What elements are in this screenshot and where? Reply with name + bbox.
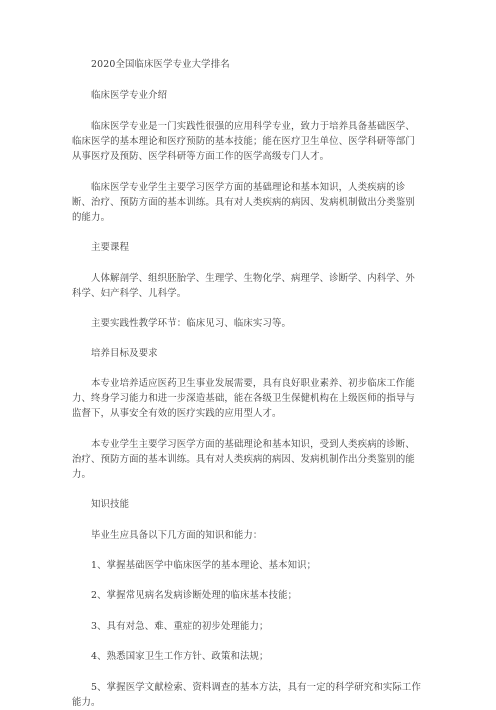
paragraph-skills-intro: 毕业生应具备以下几方面的知识和能力： xyxy=(91,530,263,541)
list-item-skill-4: 4、熟悉国家卫生工作方针、政策和法规； xyxy=(91,651,269,662)
list-item-skill-3: 3、具有对急、难、重症的初步处理能力； xyxy=(91,621,269,632)
paragraph-practice: 主要实践性教学环节：临床见习、临床实习等。 xyxy=(91,318,292,329)
paragraph-intro-1: 临床医学专业是一门实践性很强的应用科学专业，致力于培养具备基础医学、临床医学的基本理论和医疗预防的基本技能；能在医疗卫生单位、医学科研等部门从事医疗及预防、医学科研等方面工作的医学高级专门人才。 xyxy=(72,121,415,162)
paragraph-goals-1: 本专业培养适应医药卫生事业发展需要，具有良好职业素养、初步临床工作能力、终身学习能力和进一步深造基础，能在各级卫生保健机构在上级医师的指导与监督下，从事安全有效的医疗实践的应用型人才。 xyxy=(72,378,415,419)
paragraph-courses: 人体解剖学、组织胚胎学、生理学、生物化学、病理学、诊断学、内科学、外科学、妇产科学、儿科学。 xyxy=(72,273,415,299)
list-item-skill-1: 1、掌握基础医学中临床医学的基本理论、基本知识； xyxy=(91,560,317,571)
paragraph-intro-2: 临床医学专业学生主要学习医学方面的基础理论和基本知识，人类疾病的诊断、治疗、预防方面的基本训练。具有对人类疾病的病因、发病机制做出分类鉴别的能力。 xyxy=(72,182,415,223)
section-heading-skills: 知识技能 xyxy=(91,499,130,510)
paragraph-goals-2: 本专业学生主要学习医学方面的基础理论和基本知识，受到人类疾病的诊断、治疗、预防方面的基本训练。具有对人类疾病的病因、发病机制作出分类鉴别的能力。 xyxy=(72,439,415,480)
section-heading-intro: 临床医学专业介绍 xyxy=(91,90,168,101)
list-item-skill-5: 5、掌握医学文献检索、资料调查的基本方法，具有一定的科学研究和实际工作能力。 xyxy=(72,682,421,708)
list-item-skill-2: 2、掌握常见病名发病诊断处理的临床基本技能； xyxy=(91,590,298,601)
section-heading-goals: 培养目标及要求 xyxy=(91,348,158,359)
section-heading-courses: 主要课程 xyxy=(91,242,130,253)
document-title: 2020全国临床医学专业大学排名 xyxy=(91,59,230,70)
